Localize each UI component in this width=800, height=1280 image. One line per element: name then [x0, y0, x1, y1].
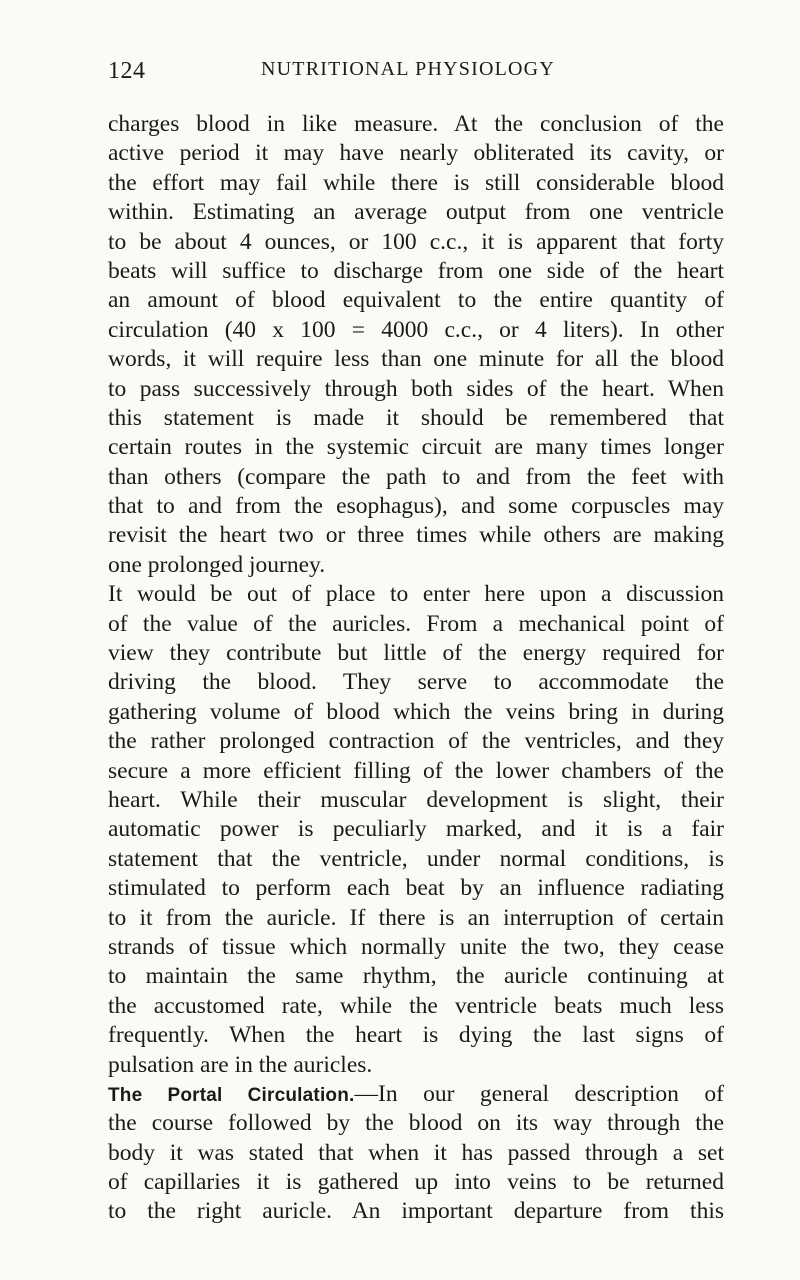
text-line: driving the blood. They serve to accommodate the — [108, 669, 724, 696]
text-line: of the value of the auricles. From a mechanical point of — [108, 610, 724, 637]
text-line: charges blood in like measure. At the conclusion of the — [108, 111, 724, 137]
text-line: frequently. When the heart is dying the last signs of — [108, 1022, 724, 1049]
text-line: heart. While their muscular development is slight, their — [108, 786, 724, 813]
body-text — [108, 110, 724, 1227]
text-line: revisit the heart two or three times while others are making — [108, 522, 724, 549]
text-line: view they contribute but little of the energy required for — [108, 640, 724, 667]
text-line: circulation (40 x 100 = 4000 c.c., or 4 liters). In other — [108, 316, 724, 343]
text-line: the accustomed rate, while the ventricle beats much less — [108, 992, 724, 1019]
text-line: strands of tissue which normally unite the two, they cease — [108, 933, 724, 960]
text-line: It would be out of place to enter here upon a discussion — [108, 581, 724, 608]
text-line: certain routes in the systemic circuit are many times longer — [108, 434, 724, 461]
text-line: that to and from the esophagus), and some corpuscles may — [108, 493, 724, 520]
text-line: the effort may fail while there is still considerable blood — [108, 169, 724, 196]
text-line: than others (compare the path to and from the feet with — [108, 463, 724, 490]
page-number: 124 — [108, 58, 146, 84]
text-line: words, it will require less than one minute for all the blood — [108, 346, 724, 373]
text-line: the course followed by the blood on its way through the — [108, 1110, 724, 1137]
text-line: statement that the ventricle, under normal conditions, is — [108, 845, 724, 872]
section-first-line-text: —In our general description of — [354, 1080, 724, 1107]
text-line: within. Estimating an average output from one ventricle — [108, 199, 724, 226]
text-line: to be about 4 ounces, or 100 c.c., it is apparent that forty — [108, 228, 724, 255]
text-line: secure a more efficient filling of the lower chambers of the — [108, 757, 724, 784]
text-line: beats will suffice to discharge from one side of the heart — [108, 257, 724, 284]
text-line: stimulated to perform each beat by an influence radiating — [108, 875, 724, 902]
text-line: to the right auricle. An important departure from this — [108, 1198, 724, 1225]
text-line: to maintain the same rhythm, the auricle continuing at — [108, 963, 724, 990]
text-line: an amount of blood equivalent to the entire quantity of — [108, 287, 724, 314]
text-line: automatic power is peculiarly marked, and it is a fair — [108, 816, 724, 843]
text-line: the rather prolonged contraction of the ventricles, and they — [108, 728, 724, 755]
text-line: to it from the auricle. If there is an interruption of certain — [108, 904, 724, 931]
text-line: body it was stated that when it has passed through a set — [108, 1139, 724, 1166]
text-line: to pass successively through both sides of the heart. When — [108, 375, 724, 402]
section-first-line — [108, 1080, 724, 1109]
text-line: gathering volume of blood which the veins bring in during — [108, 698, 724, 725]
text-line: of capillaries it is gathered up into veins to be returned — [108, 1169, 724, 1196]
running-title: NUTRITIONAL PHYSIOLOGY — [261, 58, 555, 80]
paragraph-end-line: one prolonged journey. — [108, 551, 326, 578]
running-head — [108, 58, 720, 88]
text-line: this statement is made it should be remembered that — [108, 404, 724, 431]
paragraph-end-line: pulsation are in the auricles. — [108, 1051, 373, 1078]
section-heading: The Portal Circulation. — [108, 1084, 355, 1106]
text-line: active period it may have nearly obliterated its cavity, or — [108, 140, 724, 167]
